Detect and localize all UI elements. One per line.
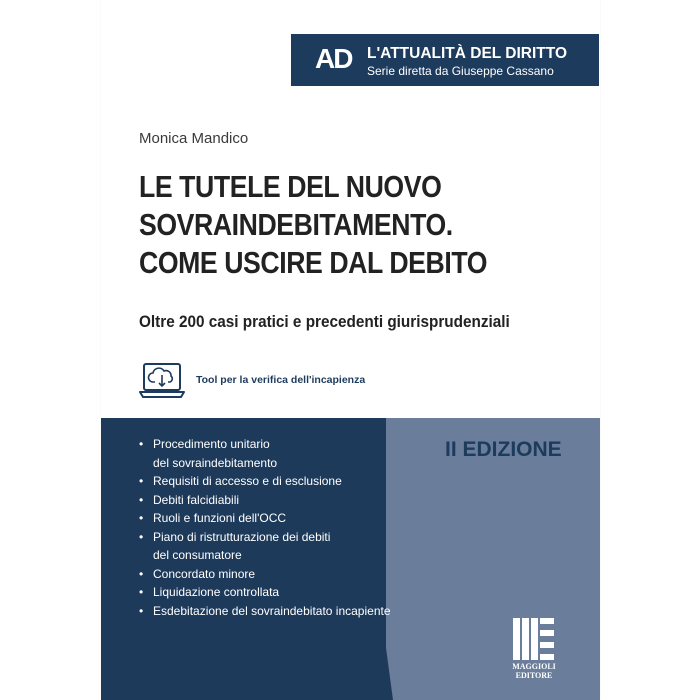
list-item: • Requisiti di accesso e di esclusione <box>139 472 391 491</box>
book-title <box>139 168 487 282</box>
book-cover <box>101 0 600 700</box>
series-title: L'ATTUALITÀ DEL DIRITTO <box>367 45 568 62</box>
list-item: • Esdebitazione del sovraindebitato incapiente <box>139 602 391 621</box>
list-item: • Procedimento unitario del sovraindebitamento <box>139 435 391 472</box>
series-editor: Serie diretta da Giuseppe Cassano <box>367 64 554 78</box>
author-name: Monica Mandico <box>139 130 249 147</box>
book-title-line-2: SOVRAINDEBITAMENTO. <box>139 207 453 242</box>
book-title-line-3: COME USCIRE DAL DEBITO <box>139 245 488 280</box>
list-item: • Debiti falcidiabili <box>139 491 391 510</box>
tool-label: Tool per la verifica dell'incapienza <box>196 374 366 386</box>
list-item: • Concordato minore <box>139 565 391 584</box>
publisher-name: MAGGIOLI EDITORE <box>512 662 556 680</box>
series-logo: AD <box>315 43 352 74</box>
book-subtitle: Oltre 200 casi pratici e precedenti giurisprudenziali <box>139 312 510 331</box>
list-item: • Piano di ristrutturazione dei debiti del consumatore <box>139 528 391 565</box>
cloud-download-laptop-icon <box>139 362 185 400</box>
series-banner <box>291 34 599 86</box>
list-item: • Liquidazione controllata <box>139 583 391 602</box>
book-title-line-1: LE TUTELE DEL NUOVO <box>139 169 442 204</box>
list-item: • Ruoli e funzioni dell'OCC <box>139 509 391 528</box>
edition-label: II EDIZIONE <box>445 438 562 461</box>
topics-list <box>139 435 391 620</box>
